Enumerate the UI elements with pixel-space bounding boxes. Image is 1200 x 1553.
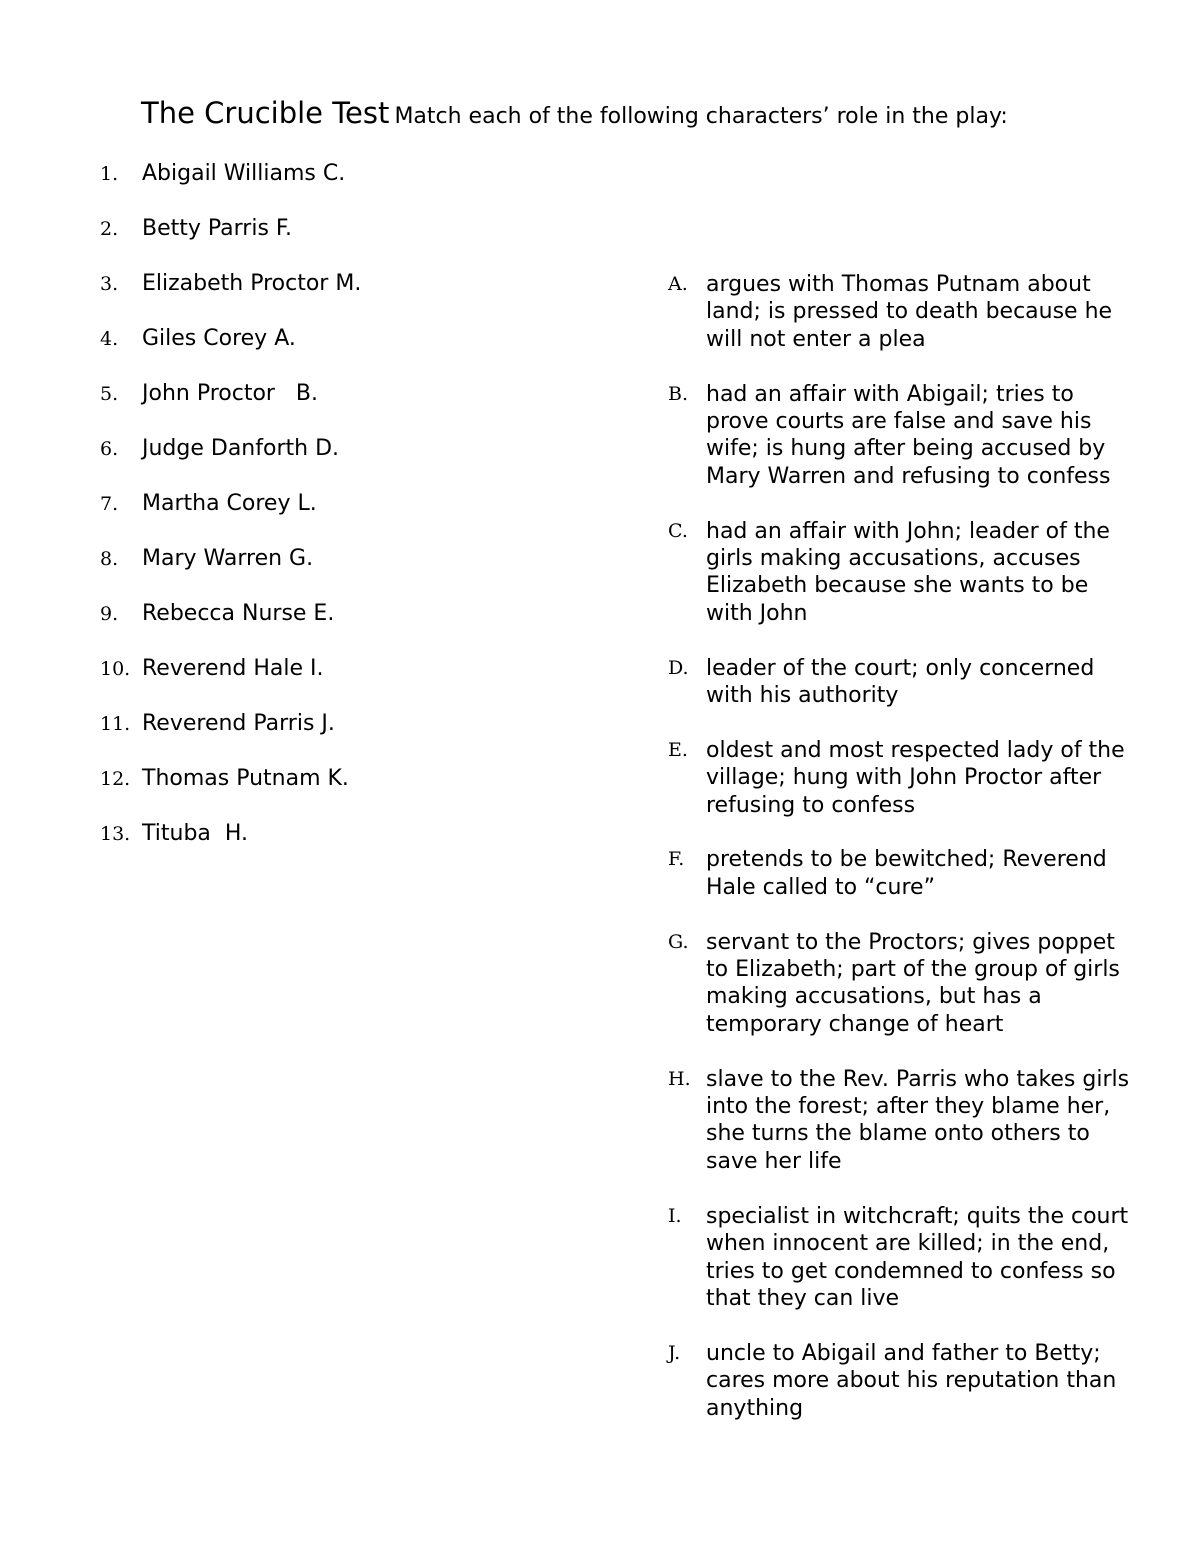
list-item bbox=[100, 381, 580, 436]
role-item bbox=[668, 381, 1138, 491]
role-description: had an affair with John; leader of the girls making accusations, accuses Elizabeth because she wants to be with John bbox=[706, 518, 1110, 626]
page-title bbox=[141, 96, 1008, 130]
item-number: 3. bbox=[100, 273, 119, 295]
item-number: 12. bbox=[100, 768, 131, 790]
role-description: servant to the Proctors; gives poppet to Elizabeth; part of the group of girls making accusations, but has a temporary change of heart bbox=[706, 929, 1120, 1037]
list-item bbox=[100, 326, 580, 381]
item-number: 9. bbox=[100, 603, 119, 625]
role-item bbox=[668, 846, 1138, 901]
list-item bbox=[100, 491, 580, 546]
role-letter: J. bbox=[668, 1341, 681, 1364]
test-instructions: Match each of the following characters’ role in the play: bbox=[394, 104, 1008, 129]
role-item bbox=[668, 1340, 1138, 1422]
item-text: Betty Parris F. bbox=[142, 216, 293, 241]
role-letter: I. bbox=[668, 1204, 682, 1227]
item-number: 10. bbox=[100, 658, 131, 680]
item-text: John Proctor B. bbox=[142, 381, 319, 406]
list-item bbox=[100, 546, 580, 601]
role-item bbox=[668, 737, 1138, 819]
item-text: Elizabeth Proctor M. bbox=[142, 271, 362, 296]
item-text: Rebecca Nurse E. bbox=[142, 601, 335, 626]
item-text: Mary Warren G. bbox=[142, 546, 314, 571]
role-description: oldest and most respected lady of the village; hung with John Proctor after refusing to confess bbox=[706, 737, 1125, 818]
item-text: Reverend Parris J. bbox=[142, 711, 335, 736]
character-list bbox=[100, 161, 580, 876]
list-item bbox=[100, 601, 580, 656]
role-item bbox=[668, 271, 1138, 353]
list-item bbox=[100, 821, 580, 876]
role-letter: B. bbox=[668, 382, 689, 405]
list-item bbox=[100, 436, 580, 491]
item-text: Abigail Williams C. bbox=[142, 161, 346, 186]
role-description: leader of the court; only concerned with his authority bbox=[706, 655, 1095, 709]
item-number: 2. bbox=[100, 218, 119, 240]
role-letter: H. bbox=[668, 1067, 691, 1090]
item-text: Reverend Hale I. bbox=[142, 656, 324, 681]
item-text: Thomas Putnam K. bbox=[142, 766, 349, 791]
item-number: 6. bbox=[100, 438, 119, 460]
item-number: 11. bbox=[100, 713, 131, 735]
list-item bbox=[100, 161, 580, 216]
item-number: 8. bbox=[100, 548, 119, 570]
role-letter: F. bbox=[668, 848, 685, 871]
item-number: 4. bbox=[100, 328, 119, 350]
item-number: 13. bbox=[100, 823, 131, 845]
role-description: slave to the Rev. Parris who takes girls into the forest; after they blame her, she turns the blame onto others to save her life bbox=[706, 1066, 1130, 1174]
role-list bbox=[668, 271, 1138, 1449]
role-item bbox=[668, 1066, 1138, 1176]
role-description: pretends to be bewitched; Reverend Hale called to “cure” bbox=[706, 847, 1107, 900]
list-item bbox=[100, 766, 580, 821]
list-item bbox=[100, 216, 580, 271]
role-item bbox=[668, 518, 1138, 628]
role-description: specialist in witchcraft; quits the court when innocent are killed; in the end, tries to get condemned to confess so that they can live bbox=[706, 1203, 1129, 1311]
item-text: Tituba H. bbox=[142, 821, 249, 846]
item-text: Martha Corey L. bbox=[142, 491, 317, 516]
role-letter: E. bbox=[668, 738, 688, 761]
list-item bbox=[100, 271, 580, 326]
role-description: had an affair with Abigail; tries to prove courts are false and save his wife; is hung after being accused by Mary Warren and refusing to confess bbox=[706, 381, 1111, 489]
item-number: 1. bbox=[100, 163, 119, 185]
role-letter: A. bbox=[668, 273, 688, 295]
test-title: The Crucible Test bbox=[141, 96, 390, 130]
item-number: 5. bbox=[100, 383, 119, 405]
list-item bbox=[100, 711, 580, 766]
role-item bbox=[668, 1203, 1138, 1313]
role-description: argues with Thomas Putnam about land; is pressed to death because he will not enter a plea bbox=[706, 272, 1113, 352]
item-text: Judge Danforth D. bbox=[142, 436, 340, 461]
list-item bbox=[100, 656, 580, 711]
role-description: uncle to Abigail and father to Betty; cares more about his reputation than anything bbox=[706, 1340, 1117, 1421]
item-text: Giles Corey A. bbox=[142, 326, 296, 351]
role-letter: G. bbox=[668, 930, 689, 953]
role-letter: C. bbox=[668, 519, 688, 542]
role-item bbox=[668, 655, 1138, 710]
role-item bbox=[668, 929, 1138, 1039]
item-number: 7. bbox=[100, 493, 119, 515]
role-letter: D. bbox=[668, 656, 689, 679]
